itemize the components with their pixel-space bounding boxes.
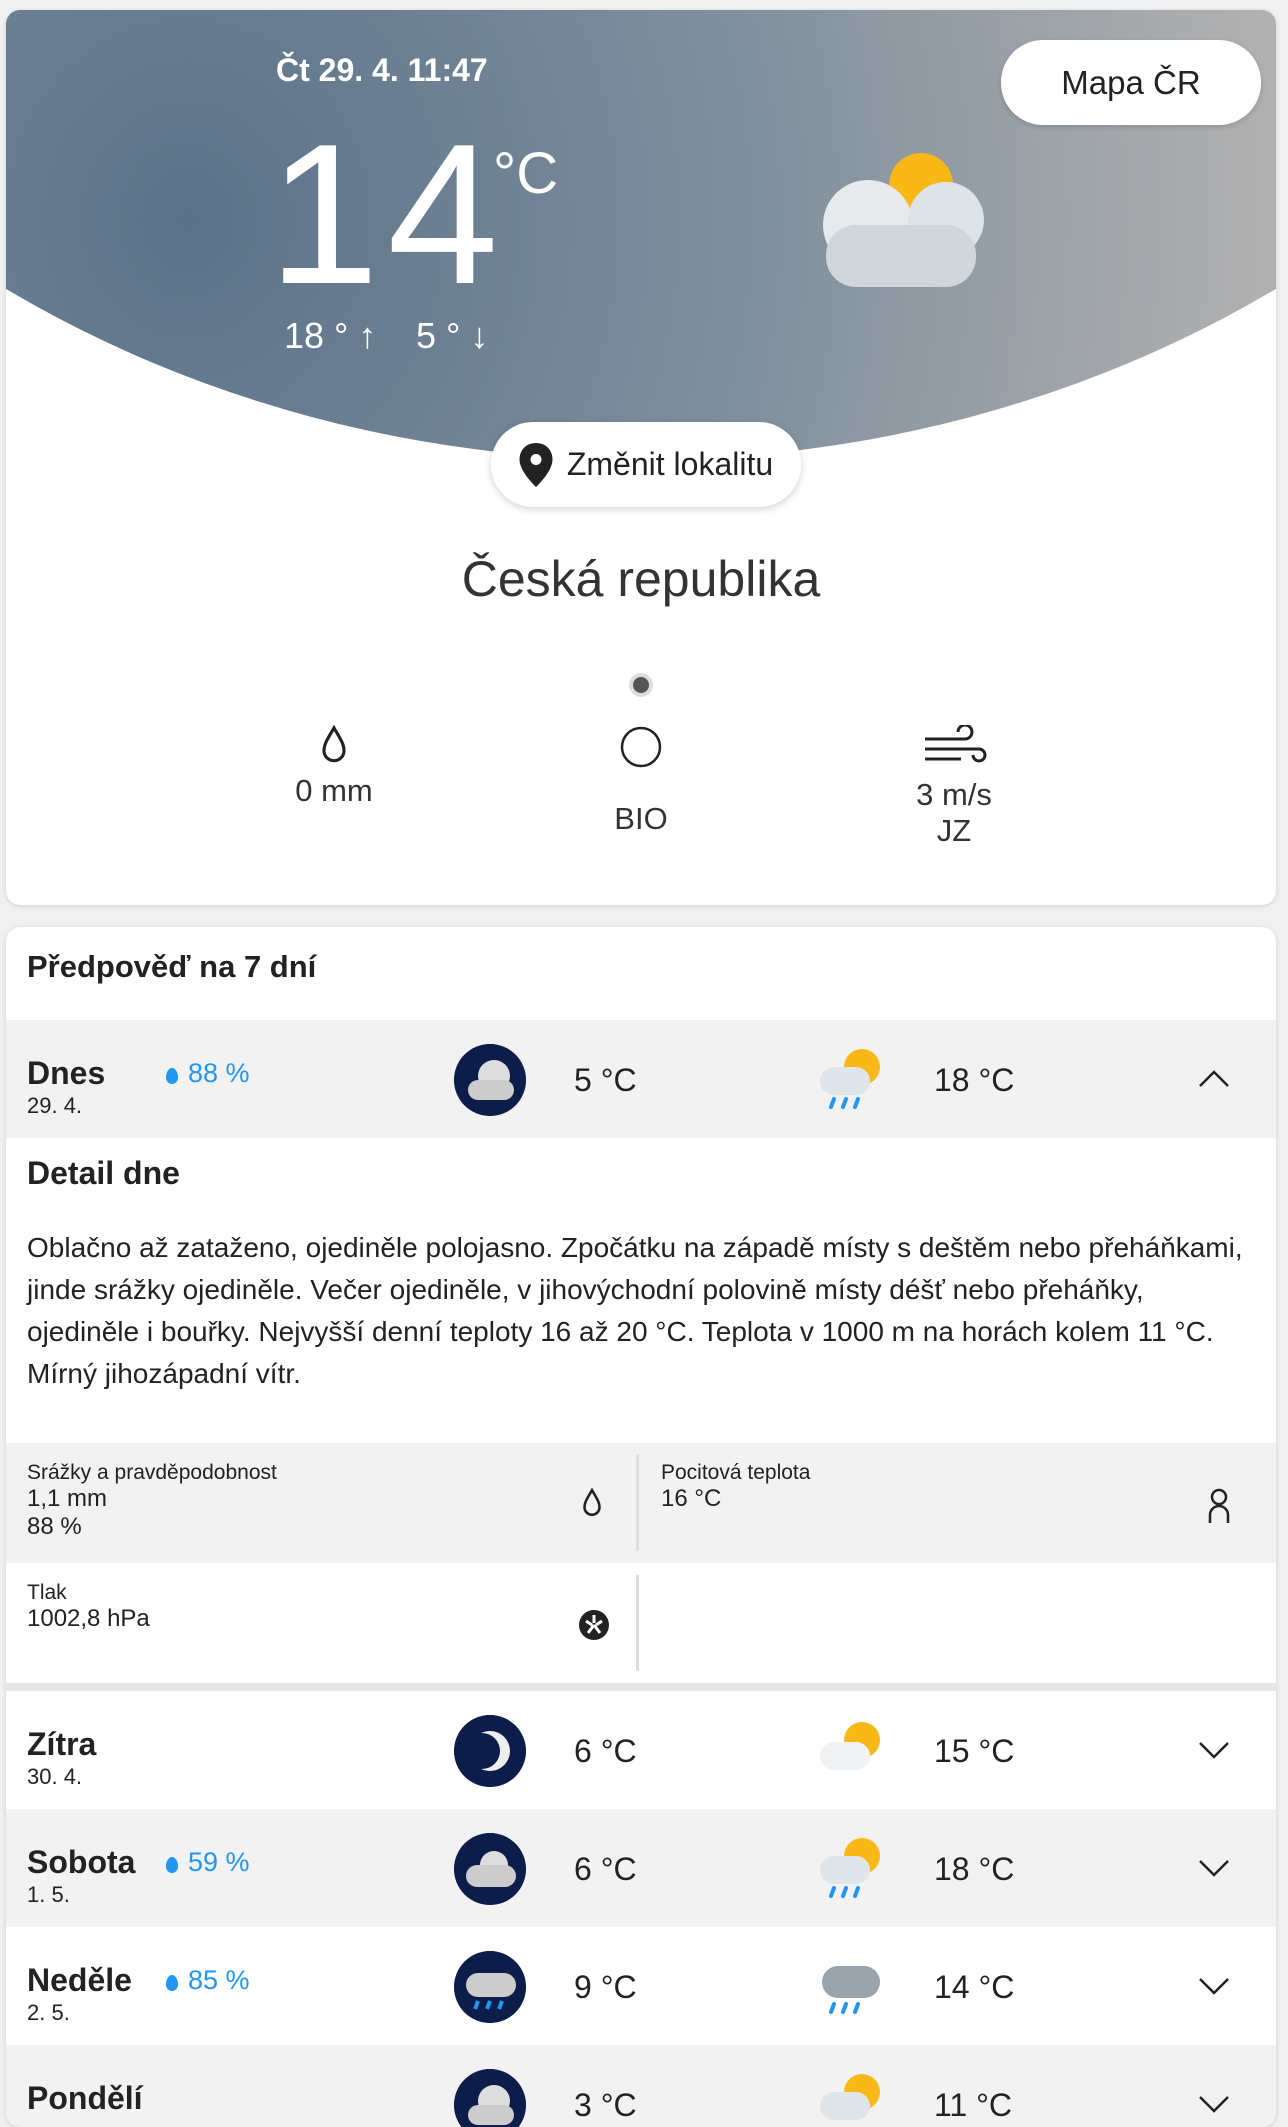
day-name: Sobota [27,1844,136,1880]
day-row-saturday[interactable] [6,1809,1276,1927]
sun-rain-icon [816,1045,888,1113]
pressure-detail: Tlak 1002,8 hPa [27,1581,150,1632]
day-name: Neděle [27,1962,132,1998]
day-row-today[interactable] [6,1020,1276,1138]
chevron-down-icon[interactable] [1196,1849,1232,1885]
rain-cloud-icon [816,1952,888,2020]
day-date: 2. 5. [27,2000,70,2025]
day-temp: 18 °C [934,1851,1015,1887]
temperature-unit: °C [493,141,559,206]
wind-stat [854,725,1054,849]
partly-cloudy-icon [816,145,1006,295]
night-cloudy-icon [454,2069,526,2127]
day-name: Pondělí [27,2080,143,2116]
night-cloudy-icon [454,1044,526,1116]
drop-icon [166,1068,178,1084]
night-temp: 9 °C [574,1969,637,2005]
change-location-button[interactable] [491,422,801,507]
forecast-title: Předpověď na 7 dní [27,949,317,984]
rain-probability: 59 % [166,1847,250,1878]
day-date: 30. 4. [27,1764,83,1789]
wind-direction: JZ [936,813,972,848]
day-date: 29. 4. [27,1093,83,1118]
chevron-down-icon[interactable] [1196,1731,1232,1767]
wind-speed: 3 m/s [916,777,992,812]
person-icon [1206,1488,1232,1524]
bio-circle-icon [619,725,663,769]
day-temp: 14 °C [934,1969,1015,2005]
rain-probability: 85 % [166,1965,250,1996]
chevron-up-icon[interactable] [1196,1060,1232,1096]
min-temp: 5 ° ↓ [416,315,489,356]
map-button[interactable]: Mapa ČR [1001,40,1261,125]
night-temp: 6 °C [574,1851,637,1887]
moon-icon [454,1715,526,1787]
page-indicator-dot[interactable] [633,677,649,693]
rain-probability: 88 % [166,1058,250,1089]
forecast-card [6,927,1276,2127]
bio-stat [541,725,741,837]
night-temp: 5 °C [574,1062,637,1098]
day-temp: 15 °C [934,1733,1015,1769]
day-temp: 18 °C [934,1062,1015,1098]
sun-rain-icon [816,1834,888,1902]
drop-icon [319,725,349,765]
precipitation-stat [234,725,434,809]
day-row-tomorrow[interactable] [6,1691,1276,1809]
precip-value: 0 mm [295,773,373,808]
current-datetime: Čt 29. 4. 11:47 [276,52,488,88]
day-temp: 11 °C [934,2087,1013,2123]
change-location-label: Změnit lokalitu [566,446,774,482]
gauge-icon [578,1609,610,1641]
drop-icon [581,1488,603,1518]
day-date: 1. 5. [27,1882,70,1907]
day-row-monday[interactable] [6,2045,1276,2127]
location-name: Česká republika [461,551,821,607]
current-temperature: 14 [268,103,507,326]
detail-title: Detail dne [27,1155,180,1191]
day-row-sunday[interactable] [6,1927,1276,2045]
location-pin-icon [519,443,553,487]
night-rain-icon [454,1951,526,2023]
day-name: Zítra [27,1726,97,1762]
detail-grid-row-1 [6,1443,1276,1563]
arrow-down-icon: ↓ [470,315,489,356]
detail-grid-row-2 [6,1563,1276,1683]
precip-detail: Srážky a pravděpodobnost 1,1 mm 88 % [27,1461,277,1540]
detail-text: Oblačno až zataženo, ojediněle polojasno. Zpočátku na západě místy s deštěm nebo přeháňkami, jinde srážky ojediněle. Večer ojediněle, v jihovýchodní polovině místy déšť nebo přeháňky, ojediněle i bouřky. Nejvyšší denní teploty 16 až 20 °C. Teplota v 1000 m na horách kolem 11 °C. Mírný jihozápadní vítr. [27,1232,1243,1389]
feels-like-detail: Pocitová teplota 16 °C [661,1461,811,1512]
chevron-down-icon[interactable] [1196,1967,1232,2003]
current-weather-card [6,10,1276,905]
night-cloudy-icon [454,1833,526,1905]
day-name: Dnes [27,1055,106,1091]
drop-icon [166,1975,178,1991]
night-temp: 3 °C [574,2087,637,2123]
bio-label: BIO [614,801,668,836]
arrow-up-icon: ↑ [358,315,377,356]
drop-icon [166,1857,178,1873]
night-temp: 6 °C [574,1733,637,1769]
wind-icon [921,725,987,769]
chevron-down-icon[interactable] [1196,2085,1232,2121]
max-temp: 18 ° ↑ [284,315,377,356]
sun-rain-icon [816,2070,888,2127]
partly-cloudy-icon [816,1716,888,1784]
